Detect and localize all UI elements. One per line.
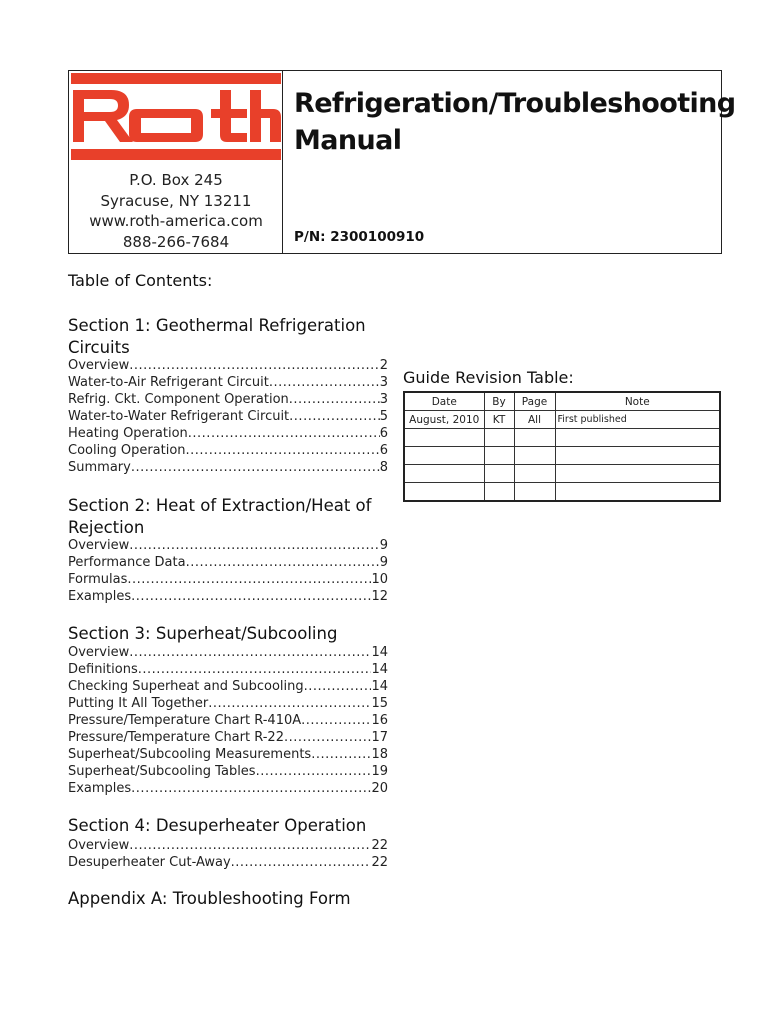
column-header: Page — [514, 392, 555, 411]
dot-leader — [138, 661, 372, 678]
header-box — [68, 70, 736, 254]
toc-entry-page: 15 — [371, 696, 388, 711]
table-cell — [514, 429, 555, 447]
title-line: Refrigeration/Troubleshooting — [294, 88, 736, 119]
table-cell — [555, 447, 720, 465]
toc-entry-page: 16 — [371, 713, 388, 728]
toc-entry[interactable] — [68, 554, 388, 571]
toc-entry-label: Definitions — [68, 662, 138, 677]
toc-entry-page: 9 — [379, 538, 388, 553]
dot-leader — [311, 746, 371, 763]
toc-entry[interactable] — [68, 391, 388, 408]
column-header: Date — [404, 392, 484, 411]
table-row — [404, 465, 720, 483]
toc-entry-page: 2 — [379, 358, 388, 373]
dot-leader — [231, 854, 372, 871]
toc-entry[interactable] — [68, 571, 388, 588]
phone-number: 888-266-7684 — [122, 232, 230, 251]
toc-entry-page: 8 — [379, 460, 388, 475]
toc-entry[interactable] — [68, 644, 388, 661]
dot-leader — [301, 712, 371, 729]
dot-leader — [304, 678, 372, 695]
website-link[interactable]: www.roth-america.com — [89, 212, 263, 230]
table-cell: All — [514, 411, 555, 429]
toc-entry-page: 18 — [371, 747, 388, 762]
revision-table-title: Guide Revision Table: — [403, 368, 574, 387]
part-number: P/N: 2300100910 — [294, 229, 425, 245]
dot-leader — [129, 837, 371, 854]
toc-entry-page: 14 — [371, 679, 388, 694]
toc-entry-label: Examples — [68, 781, 132, 796]
toc-entry[interactable] — [68, 661, 388, 678]
logo-cell — [69, 71, 283, 253]
toc-entry-label: Overview — [68, 645, 130, 660]
table-cell — [484, 483, 514, 502]
appendix-title: Appendix A: Troubleshooting Form — [68, 889, 351, 908]
toc-entry[interactable] — [68, 678, 388, 695]
table-cell — [514, 483, 555, 502]
roth-logo — [69, 71, 283, 167]
toc-entry-label: Performance Data — [68, 555, 186, 570]
table-cell — [514, 447, 555, 465]
table-cell — [514, 465, 555, 483]
toc-entry-page: 6 — [379, 426, 388, 441]
toc-entry-page: 9 — [379, 555, 388, 570]
toc-entries — [68, 837, 388, 871]
table-cell — [404, 429, 484, 447]
toc-entry-label: Examples — [68, 589, 132, 604]
dot-leader — [284, 729, 371, 746]
toc-title: Table of Contents: — [68, 271, 213, 290]
toc-entry-label: Heating Operation — [68, 426, 188, 441]
toc-entry-page: 3 — [379, 375, 388, 390]
table-cell — [404, 465, 484, 483]
dot-leader — [129, 357, 380, 374]
toc-entry-page: 19 — [371, 764, 388, 779]
table-cell — [404, 483, 484, 502]
toc-entries — [68, 357, 388, 476]
table-cell — [484, 429, 514, 447]
toc-entry-label: Overview — [68, 838, 130, 853]
toc-entry-label: Summary — [68, 460, 131, 475]
toc-entry[interactable] — [68, 712, 388, 729]
section-title: Section 4: Desuperheater Operation — [68, 816, 367, 835]
dot-leader — [186, 442, 380, 459]
company-address — [69, 170, 283, 252]
toc-entry-page: 17 — [371, 730, 388, 745]
toc-entry-label: Overview — [68, 358, 130, 373]
column-header: Note — [555, 392, 720, 411]
toc-entry[interactable] — [68, 425, 388, 442]
dot-leader — [188, 425, 380, 442]
toc-entry[interactable] — [68, 746, 388, 763]
revision-table — [403, 391, 721, 502]
toc-entries — [68, 537, 388, 605]
dot-leader — [269, 374, 380, 391]
section-title: Section 3: Superheat/Subcooling — [68, 624, 338, 643]
toc-entry-page: 6 — [379, 443, 388, 458]
toc-entry-label: Water-to-Water Refrigerant Circuit — [68, 409, 290, 424]
toc-entry-page: 5 — [379, 409, 388, 424]
toc-entry[interactable] — [68, 763, 388, 780]
table-cell — [555, 429, 720, 447]
dot-leader — [208, 695, 371, 712]
toc-entry-label: Refrig. Ckt. Component Operation — [68, 392, 289, 407]
dot-leader — [129, 644, 371, 661]
toc-entry-label: Superheat/Subcooling Tables — [68, 764, 256, 779]
toc-entry-label: Pressure/Temperature Chart R-410A — [68, 713, 302, 728]
toc-entry-page: 22 — [371, 855, 388, 870]
table-row — [404, 447, 720, 465]
toc-entry[interactable] — [68, 537, 388, 554]
toc-entry[interactable] — [68, 729, 388, 746]
column-header: By — [484, 392, 514, 411]
dot-leader — [131, 459, 380, 476]
toc-entry-page: 22 — [371, 838, 388, 853]
dot-leader — [129, 537, 380, 554]
section-title: Section 2: Heat of Extraction/Heat of Rejection — [68, 496, 372, 537]
table-cell — [555, 465, 720, 483]
toc-entry-page: 12 — [371, 589, 388, 604]
toc-entries — [68, 644, 388, 797]
dot-leader — [186, 554, 380, 571]
toc-entry[interactable] — [68, 780, 388, 797]
dot-leader — [131, 780, 371, 797]
dot-leader — [289, 391, 380, 408]
toc-entry[interactable] — [68, 357, 388, 374]
toc-entry-label: Superheat/Subcooling Measurements — [68, 747, 312, 762]
dot-leader — [127, 571, 371, 588]
toc-entry-label: Formulas — [68, 572, 128, 587]
manual-title — [294, 85, 736, 159]
address-line: P.O. Box 245 — [129, 171, 223, 189]
section-title: Section 1: Geothermal Refrigeration Circuits — [68, 316, 366, 357]
dot-leader — [256, 763, 372, 780]
toc-entry-label: Cooling Operation — [68, 443, 186, 458]
toc-entry-page: 20 — [371, 781, 388, 796]
toc-entry-page: 14 — [371, 662, 388, 677]
toc-entry[interactable] — [68, 374, 388, 391]
toc-entry-label: Desuperheater Cut-Away — [68, 855, 231, 870]
table-cell: KT — [484, 411, 514, 429]
table-cell: August, 2010 — [404, 411, 484, 429]
toc-entry[interactable] — [68, 459, 388, 476]
toc-entry-label: Pressure/Temperature Chart R-22 — [68, 730, 284, 745]
toc-entry[interactable] — [68, 442, 388, 459]
toc-entry[interactable] — [68, 837, 388, 854]
table-header-row — [404, 392, 720, 411]
table-cell — [484, 465, 514, 483]
table-row — [404, 411, 720, 429]
toc-entry-label: Water-to-Air Refrigerant Circuit — [68, 375, 269, 390]
toc-entry-label: Overview — [68, 538, 130, 553]
toc-entry[interactable] — [68, 588, 388, 605]
table-cell — [404, 447, 484, 465]
toc-entry-page: 14 — [371, 645, 388, 660]
toc-entry[interactable] — [68, 408, 388, 425]
toc-entry-label: Checking Superheat and Subcooling — [68, 679, 304, 694]
dot-leader — [131, 588, 371, 605]
toc-entry[interactable] — [68, 854, 388, 871]
toc-entry-label: Putting It All Together — [68, 696, 209, 711]
dot-leader — [289, 408, 380, 425]
table-cell — [484, 447, 514, 465]
address-line: Syracuse, NY 13211 — [100, 191, 252, 210]
table-row — [404, 429, 720, 447]
table-cell: First published — [555, 411, 720, 429]
title-line: Manual — [294, 125, 402, 156]
toc-entry-page: 10 — [371, 572, 388, 587]
toc-entry-page: 3 — [379, 392, 388, 407]
table-cell — [555, 483, 720, 502]
table-row — [404, 483, 720, 502]
toc-entry[interactable] — [68, 695, 388, 712]
